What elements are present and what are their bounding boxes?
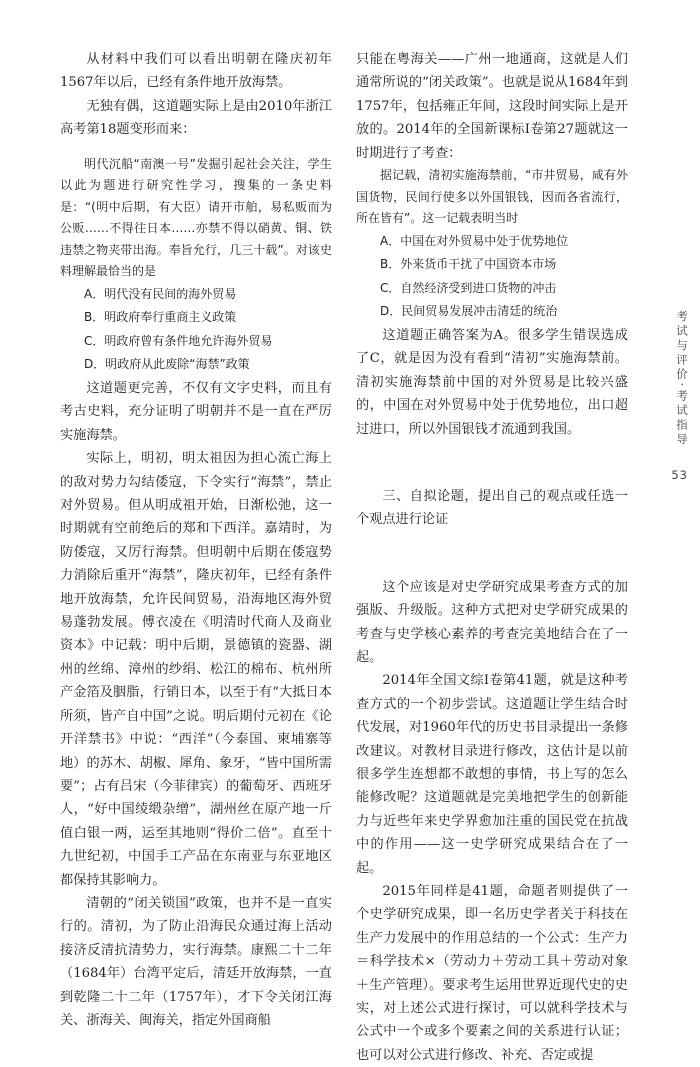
paragraph: 清朝的“闭关锁国”政策，也并不是一直实行的。清初，为了防止沿海民众通过海上活动接济反清抗清势力，实行海禁。康熙二十二年（1684年）台湾平定后，清廷开放海禁，一直到乾隆二十二年（1757年），才下令关闭江海关、浙海关、闽海关，指定外国商船 xyxy=(60,895,332,1028)
paragraph: 这个应该是对史学研究成果考查方式的加强版、升级版。这种方式把对史学研究成果的考查与史学核心素养的考查完美地结合在了一起。 xyxy=(356,579,628,665)
page-number: 53 xyxy=(671,468,688,482)
side-running-head: 考试与评价·考试指导 xyxy=(675,310,689,448)
option-a: A．中国在对外贸易中处于优势地位 xyxy=(380,233,569,248)
option-a: A．明代没有民间的海外贸易 xyxy=(84,286,237,301)
option-c: C．自然经济受到进口货物的冲击 xyxy=(380,280,557,295)
option-b: B．明政府奉行重商主义政策 xyxy=(84,310,237,325)
option-d: D．明政府从此废除“海禁”政策 xyxy=(84,357,250,372)
question-stem: 明代沉船“南澳一号”发掘引起社会关注，学生以此为题进行研究性学习，搜集的一条史料是：“(明中后期，有大臣）请开市舶，易私贩而为公贩……不得往日本……亦禁不得以硝黄、铜、铁违禁之物夹带出海。奉旨允行，几三十载”。对该史料理解最恰当的是 xyxy=(60,156,332,279)
left-column xyxy=(60,48,332,1032)
section-heading: 三、自拟论题，提出自己的观点或任选一个观点进行论证 xyxy=(356,488,628,528)
paragraph: 2014年全国文综Ⅰ卷第41题，就是这种考查方式的一个初步尝试。这道题让学生结合时代发展，对1960年代的历史书目录提出一条修改建议。对教材目录进行修改，这估计是以前很多学生连想都不敢想的事情，书上写的怎么能修改呢？这道题就是完美地把学生的创新能力与近些年来史学界愈加注重的国民党在抗战中的作用——这一史学研究成果结合在了一起。 xyxy=(356,673,628,876)
paragraph: 从材料中我们可以看出明朝在隆庆初年1567年以后，已经有条件地开放海禁。 xyxy=(60,52,332,91)
paragraph: 无独有偶，这道题实际上是由2010年浙江高考第18题变形而来： xyxy=(60,98,332,138)
option-b: B．外来货币干扰了中国资本市场 xyxy=(380,257,557,272)
paragraph: 这道题更完善，不仅有文字史料，而且有考古史料，充分证明了明朝并不是一直在严厉实施海禁。 xyxy=(60,381,332,443)
paragraph: 2015年同样是41题，命题者则提供了一个史学研究成果，即一名历史学者关于科技在生产力发展中的作用总结的一个公式：生产力＝科学技术×（劳动力＋劳动工具＋劳动对象＋生产管理）。要求考生运用世界近现代史的史实，对上述公式进行探讨，可以就科学技术与公式中一个或多个要素之间的关系进行认证；也可以对公式进行修改、补充、否定或提 xyxy=(356,884,628,1063)
paragraph: 只能在粤海关——广州一地通商，这就是人们通常所说的“闭关政策”。也就是说从1684年到1757年，包括雍正年间，这段时间实际上是开放的。2014年的全国新课标Ⅰ卷第27题就这一时期进行了考查： xyxy=(356,52,628,161)
option-d: D．民间贸易发展冲击清廷的统治 xyxy=(380,304,558,319)
option-c: C．明政府曾有条件地允许海外贸易 xyxy=(84,333,273,348)
right-column xyxy=(356,48,628,1067)
paragraph: 这道题正确答案为A。很多学生错误选成了C，就是因为没有看到“清初”实施海禁前。清初实施海禁前中国的对外贸易是比较兴盛的，中国在对外贸易中处于优势地位，出口超过进口，所以外国银钱才流通到我国。 xyxy=(356,327,628,437)
paragraph: 实际上，明初，明太祖因为担心流亡海上的敌对势力勾结倭寇，下令实行“海禁”，禁止对外贸易。但从明成祖开始，日渐松弛，这一时期就有空前绝后的郑和下西洋。嘉靖时，为防倭寇，又厉行海禁。但明朝中后期在倭寇势力消除后重开“海禁”，隆庆初年，已经有条件地开放海禁，允许民间贸易，沿海地区海外贸易蓬勃发展。傅衣凌在《明清时代商人及商业资本》中记载：明中后期，景德镇的瓷器、湖州的丝绵、漳州的纱绢、松江的棉布、杭州所产金箔及胭脂，行销日本，以至于有“大抵日本所须，皆产自中国”之说。明后期付元初在《论开洋禁书》中说：“西洋”（今泰国、柬埔寨等地）的苏木、胡椒、犀角、象牙，“皆中国所需要”；占有吕宋（今菲律宾）的葡萄牙、西班牙人，“好中国绫缎杂缯”，湖州丝在原产地一斤值白银一两，运至其地则“得价二倍”。直至十九世纪初，中国手工产品在东南亚与东亚地区都保持其影响力。 xyxy=(60,451,332,888)
question-stem: 据记载，清初实施海禁前，“市井贸易，咸有外国货物，民间行使多以外国银钱，因而各省流行，所在皆有”。这一记载表明当时 xyxy=(356,168,628,226)
